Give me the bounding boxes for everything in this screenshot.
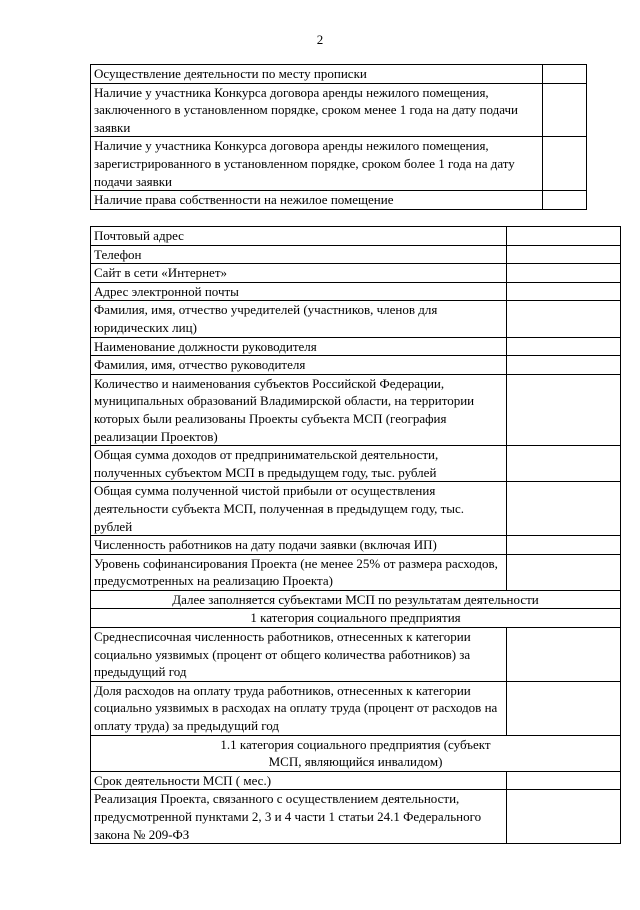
row-label: Среднесписочная численность работников, отнесенных к категории социально уязвимых (процент от общего количества работников) за предыдущий год (91, 628, 507, 682)
value-cell[interactable] (507, 301, 621, 337)
value-cell[interactable] (507, 245, 621, 264)
row-label: Адрес электронной почты (91, 282, 507, 301)
value-cell[interactable] (507, 356, 621, 375)
table-row (91, 554, 621, 590)
row-label: Фамилия, имя, отчество учредителей (участников, членов для юридических лиц) (91, 301, 507, 337)
value-cell[interactable] (507, 282, 621, 301)
value-cell[interactable] (543, 83, 587, 137)
table-row (91, 282, 621, 301)
table-row (91, 790, 621, 844)
row-label: Общая сумма полученной чистой прибыли от осуществления деятельности субъекта МСП, полученная в предыдущем году, тыс. рублей (91, 482, 507, 536)
row-label: Телефон (91, 245, 507, 264)
page-number: 2 (316, 32, 324, 47)
value-cell[interactable] (507, 446, 621, 482)
row-label: Сайт в сети «Интернет» (91, 264, 507, 283)
table-row (91, 337, 621, 356)
table-row (91, 264, 621, 283)
row-label: Наименование должности руководителя (91, 337, 507, 356)
table-row (91, 771, 621, 790)
value-cell[interactable] (543, 137, 587, 191)
value-cell[interactable] (507, 790, 621, 844)
row-label: Наличие у участника Конкурса договора аренды нежилого помещения, зарегистрированного в установленном порядке, сроком более 1 года на дату подачи заявки (91, 137, 543, 191)
value-cell[interactable] (507, 227, 621, 246)
value-cell[interactable] (543, 191, 587, 210)
table-row (91, 245, 621, 264)
row-label: Количество и наименования субъектов Российской Федерации, муниципальных образований Владимирской области, на территории которых были реализованы Проекты субъекта МСП (география реализации Проектов) (91, 374, 507, 445)
section-header: 1.1 категория социального предприятия (субъект МСП, являющийся инвалидом) (91, 735, 621, 771)
table-row (91, 65, 587, 84)
row-label: Почтовый адрес (91, 227, 507, 246)
row-label: Уровень софинансирования Проекта (не менее 25% от размера расходов, предусмотренных на реализацию Проекта) (91, 554, 507, 590)
section-header: Далее заполняется субъектами МСП по результатам деятельности (91, 590, 621, 609)
table-row (91, 137, 587, 191)
value-cell[interactable] (507, 536, 621, 555)
table-row (91, 681, 621, 735)
table-row (91, 446, 621, 482)
value-cell[interactable] (507, 771, 621, 790)
row-label: Фамилия, имя, отчество руководителя (91, 356, 507, 375)
row-label: Осуществление деятельности по месту прописки (91, 65, 543, 84)
table-row (91, 356, 621, 375)
value-cell[interactable] (507, 554, 621, 590)
row-label: Срок деятельности МСП ( мес.) (91, 771, 507, 790)
table-row (91, 482, 621, 536)
section-header-row (91, 609, 621, 628)
table-row (91, 374, 621, 445)
row-label: Доля расходов на оплату труда работников, отнесенных к категории социально уязвимых в расходах на оплату труда (процент от расходов на оплату труда) за предыдущий год (91, 681, 507, 735)
table-row (91, 628, 621, 682)
value-cell[interactable] (507, 681, 621, 735)
row-label: Наличие права собственности на нежилое помещение (91, 191, 543, 210)
table-row (91, 227, 621, 246)
section-header: 1 категория социального предприятия (91, 609, 621, 628)
section-header-row (91, 735, 621, 771)
row-label: Наличие у участника Конкурса договора аренды нежилого помещения, заключенного в установленном порядке, сроком менее 1 года на дату подачи заявки (91, 83, 543, 137)
value-cell[interactable] (507, 264, 621, 283)
applicant-info-table (90, 226, 621, 844)
row-label: Реализация Проекта, связанного с осуществлением деятельности, предусмотренной пунктами 2, 3 и 4 части 1 статьи 24.1 Федерального закона № 209-ФЗ (91, 790, 507, 844)
row-label: Численность работников на дату подачи заявки (включая ИП) (91, 536, 507, 555)
value-cell[interactable] (507, 628, 621, 682)
value-cell[interactable] (543, 65, 587, 84)
row-label: Общая сумма доходов от предпринимательской деятельности, полученных субъектом МСП в предыдущем году, тыс. рублей (91, 446, 507, 482)
value-cell[interactable] (507, 374, 621, 445)
table-row (91, 191, 587, 210)
table-row (91, 536, 621, 555)
table-row (91, 301, 621, 337)
table-row (91, 83, 587, 137)
value-cell[interactable] (507, 482, 621, 536)
section-header-row (91, 590, 621, 609)
value-cell[interactable] (507, 337, 621, 356)
housing-conditions-table (90, 64, 587, 210)
